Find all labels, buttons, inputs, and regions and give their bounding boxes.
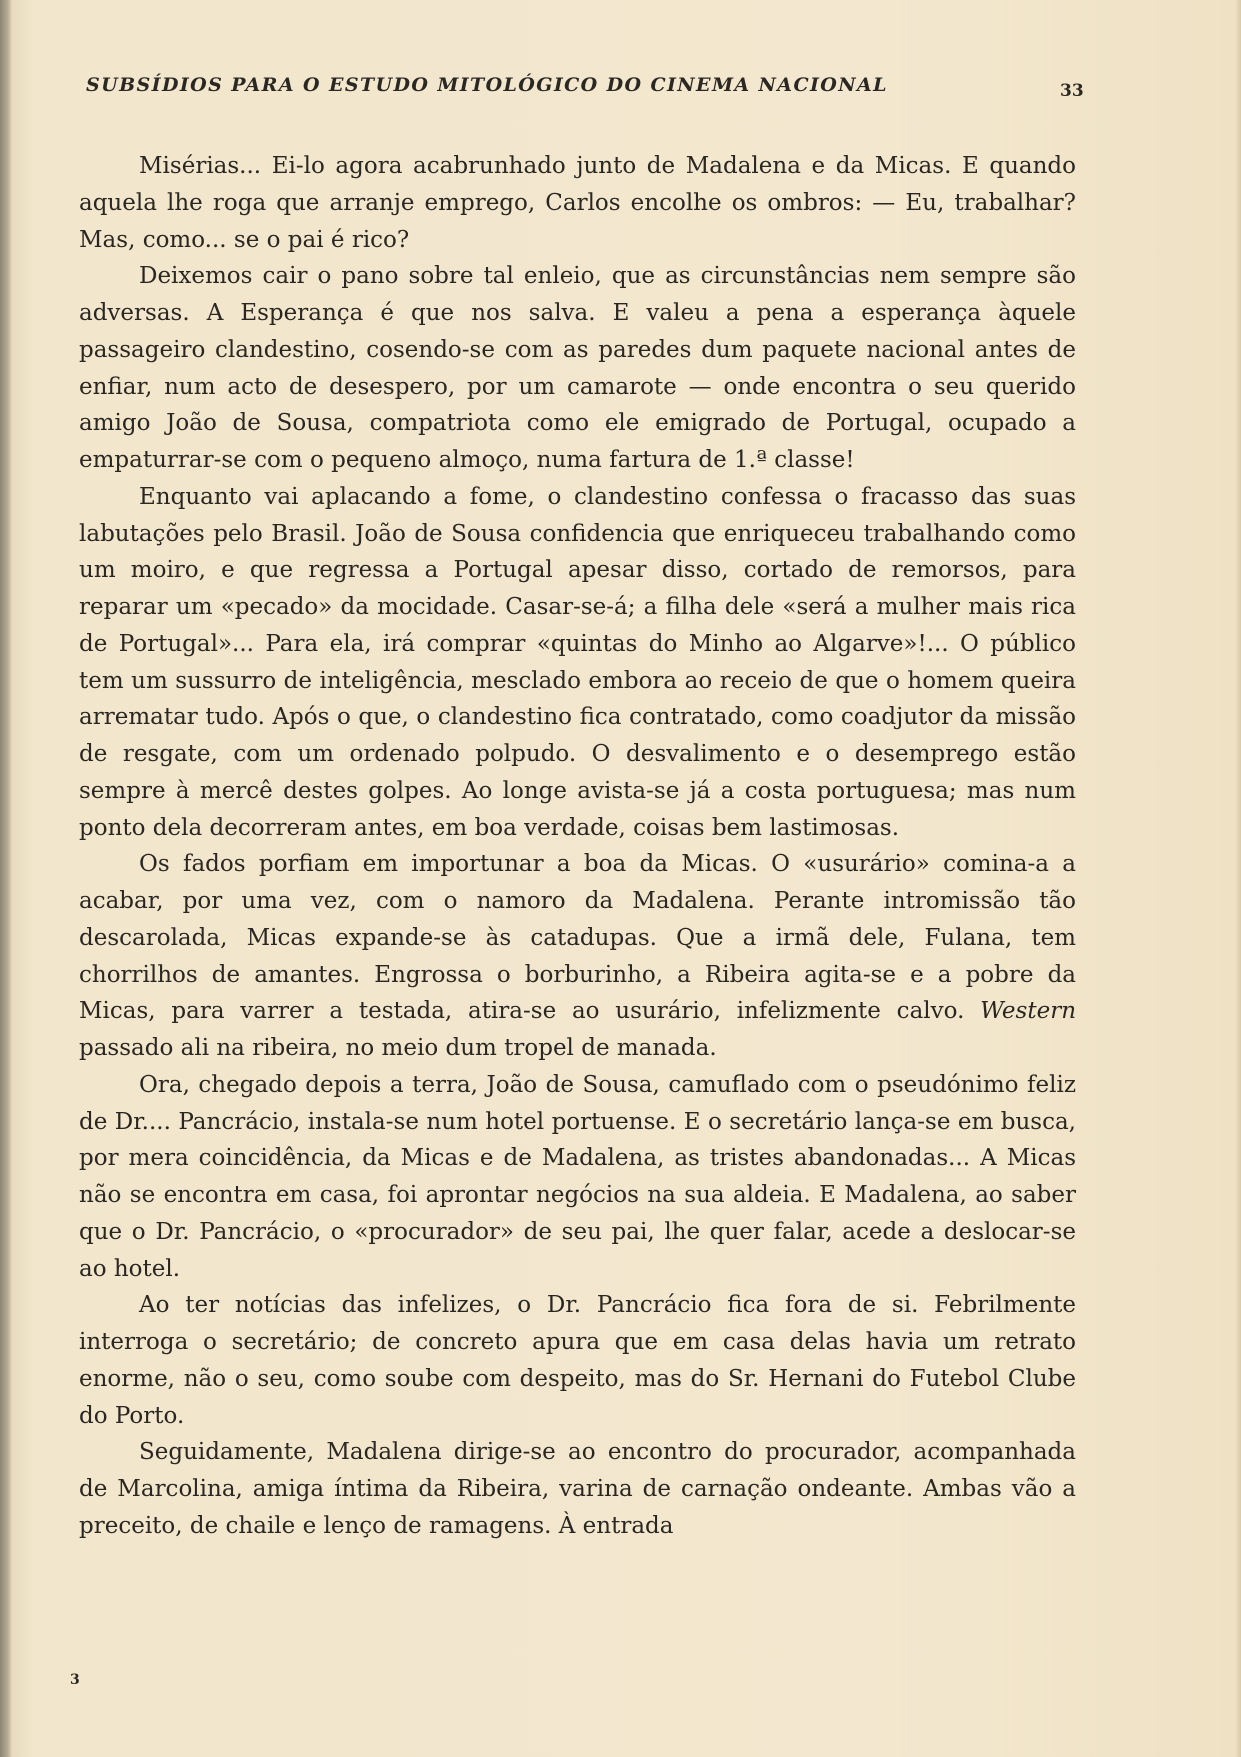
- page-number: 33: [1060, 81, 1084, 101]
- book-spine-shadow: [0, 0, 12, 1757]
- paragraph-5-text: Ora, chegado depois a terra, João de Sousa, camuflado com o pseudónimo feliz de Dr.... Pancrácio, instala-se num hotel portuense. E o secretário lança-se em busca, por mera coincidência, da Micas e de Madalena, as tristes abandonadas... A Micas não se encontra em casa, foi aprontar negócios na sua aldeia. E Madalena, ao saber que o Dr. Pancrácio, o «procurador» de seu pai, lhe quer falar, acede a deslocar-se ao hotel.: [79, 1071, 1076, 1282]
- running-title: SUBSÍDIOS PARA O ESTUDO MITOLÓGICO DO CINEMA NACIONAL: [86, 74, 888, 96]
- paragraph-1: [79, 148, 1076, 258]
- paragraph-2: [79, 258, 1076, 479]
- paragraph-2-text: Deixemos cair o pano sobre tal enleio, que as circunstâncias nem sempre são adversas. A Esperança é que nos salva. E valeu a pena a esperança àquele passageiro clandestino, cosendo-se com as paredes dum paquete nacional antes de enfiar, num acto de desespero, por um camarote — onde encontra o seu querido amigo João de Sousa, compatriota como ele emigrado de Portugal, ocupado a empaturrar-se com o pequeno almoço, numa fartura de 1.ª classe!: [79, 263, 1076, 473]
- paragraph-3-text: Enquanto vai aplacando a fome, o clandestino confessa o fracasso das suas labutações pelo Brasil. João de Sousa confidencia que enriqueceu trabalhando como um moiro, e que regressa a Portugal apesar disso, cortado de remorsos, para reparar um «pecado» da mocidade. Casar-se-á; a filha dele «será a mulher mais rica de Portugal»... Para ela, irá comprar «quintas do Minho ao Algarve»!... O público tem um sussurro de inteligência, mesclado embora ao receio de que o homem queira arrematar tudo. Após o que, o clandestino fica contratado, como coadjutor da missão de resgate, com um ordenado polpudo. O desvalimento e o desemprego estão sempre à mercê destes golpes. Ao longe avista-se já a costa portuguesa; mas num ponto dela decorreram antes, em boa verdade, coisas bem lastimosas.: [79, 483, 1076, 841]
- paragraph-3: [79, 479, 1076, 847]
- paragraph-4-italic: Western: [980, 998, 1077, 1025]
- paragraph-4-after: passado ali na ribeira, no meio dum tropel de manada.: [79, 1035, 717, 1061]
- page-edge-shadow: [1235, 0, 1241, 1757]
- body-text: [79, 148, 1076, 1545]
- paragraph-4-text: Os fados porfiam em importunar a boa da Micas. O «usurário» comina-a a acabar, por uma vez, com o namoro da Madalena. Perante intromissão tão descarolada, Micas expande-se às catadupas. Que a irmã dele, Fulana, tem chorrilhos de amantes. Engrossa o borburinho, a Ribeira agita-se e a pobre da Micas, para varrer a testada, atira-se ao usurário, infelizmente calvo.: [79, 851, 1076, 1025]
- paragraph-4: [79, 846, 1076, 1067]
- paragraph-7: [79, 1434, 1076, 1544]
- paragraph-6: [79, 1287, 1076, 1434]
- paragraph-6-text: Ao ter notícias das infelizes, o Dr. Pancrácio fica fora de si. Febrilmente interroga o secretário; de concreto apura que em casa delas havia um retrato enorme, não o seu, como soube com despeito, mas do Sr. Hernani do Futebol Clube do Porto.: [79, 1292, 1076, 1429]
- paragraph-1-text: Misérias... Ei-lo agora acabrunhado junto de Madalena e da Micas. E quando aquela lhe roga que arranje emprego, Carlos encolhe os ombros: — Eu, trabalhar? Mas, como... se o pai é rico?: [79, 153, 1076, 253]
- printer-signature-mark: 3: [70, 1672, 80, 1688]
- paragraph-7-text: Seguidamente, Madalena dirige-se ao encontro do procurador, acompanhada de Marcolina, amiga íntima da Ribeira, varina de carnação ondeante. Ambas vão a preceito, de chaile e lenço de ramagens. À entrada: [79, 1439, 1076, 1539]
- paragraph-5: [79, 1067, 1076, 1288]
